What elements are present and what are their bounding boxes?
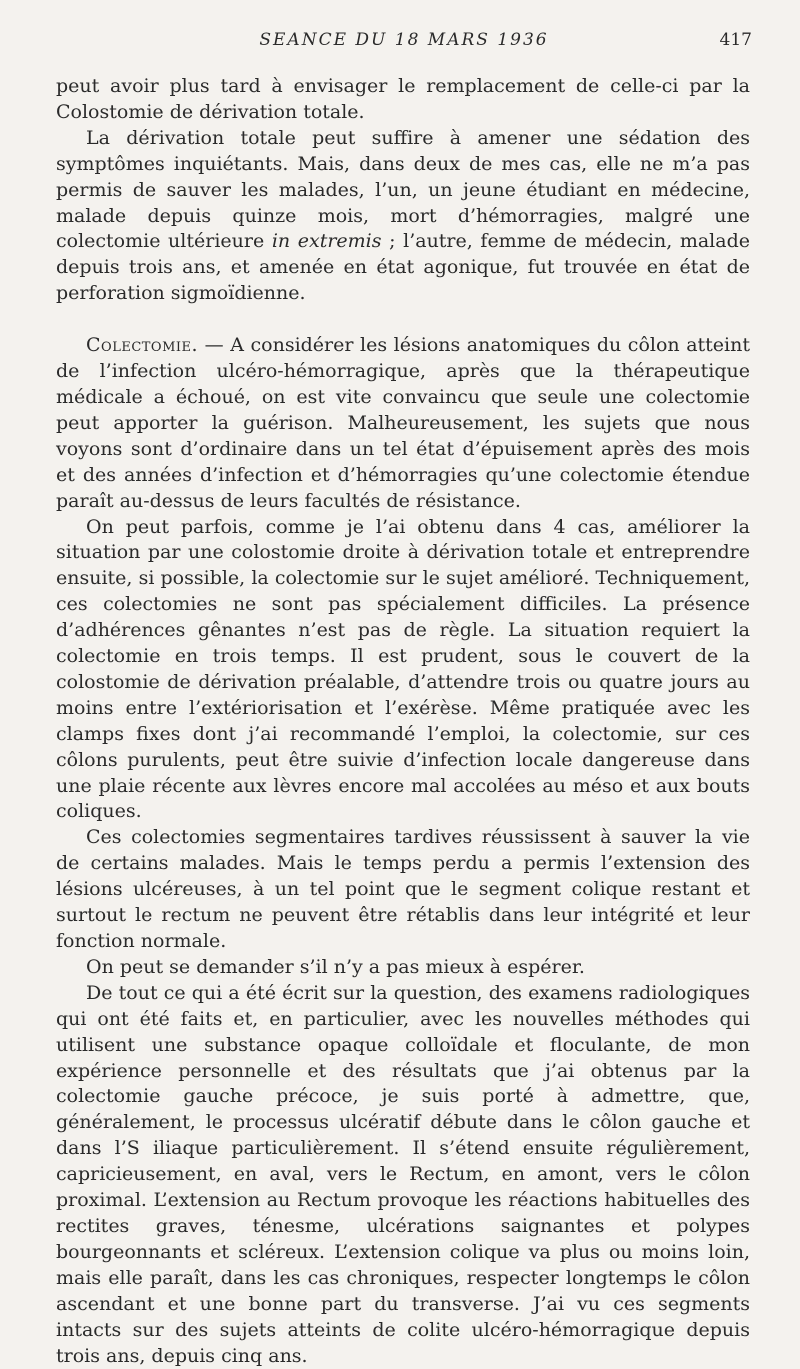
paragraph xyxy=(56,333,750,514)
body-text xyxy=(56,74,750,1369)
paragraph-text: Ces colectomies segmentaires tardives réussissent à sauver la vie de certains malades. Mais le temps perdu a permis l’extension des lésions ulcéreuses, à un tel point que le segment colique restant et surtout le rectum ne peuvent être rétablis dans leur intégrité et leur fonction normale. xyxy=(56,826,750,952)
italic-phrase: in extremis xyxy=(271,230,382,253)
page-number: 417 xyxy=(719,30,752,50)
running-title: SEANCE DU 18 MARS 1936 xyxy=(259,30,549,50)
paragraph xyxy=(56,74,750,126)
paragraph-text: On peut se demander s’il n’y a pas mieux à espérer. xyxy=(86,955,585,978)
paragraph xyxy=(56,825,750,955)
section-heading: Colectomie. xyxy=(86,334,199,357)
paragraph xyxy=(56,981,750,1369)
paragraph xyxy=(56,955,750,981)
section-gap xyxy=(56,307,750,333)
paragraph xyxy=(56,126,750,307)
paragraph-text: La dérivation totale peut suffire à amener une sédation des symptômes inquiétants. Mais, dans deux de mes cas, elle ne m’a pas permis de sauver les malades, l’un, un jeune étudiant en médecine, malade depuis quinze mois, mort d’hémorragies, malgré une colectomie ultérieure xyxy=(56,126,750,253)
paragraph xyxy=(56,515,750,826)
paragraph-text: ; l’autre, femme de médecin, malade depuis trois ans, et amenée en état agonique, fut trouvée en état de perforation sigmoïdienne. xyxy=(56,230,750,305)
paragraph-text: De tout ce qui a été écrit sur la question, des examens radiologiques qui ont été faits et, en particulier, avec les nouvelles méthodes qui utilisent une substance opaque colloïdale et floculante, de mon expérience personnelle et des résultats que j’ai obtenus par la colectomie gauche précoce, je suis porté à admettre, que, généralement, le processus ulcératif débute dans le côlon gauche et dans l’S iliaque particulièrement. Il s’étend ensuite régulièrement, capricieusement, en aval, vers le Rectum, en amont, vers le côlon proximal. L’extension au Rectum provoque les réactions habituelles des rectites graves, ténesme, ulcérations saignantes et polypes bourgeonnants et scléreux. L’extension colique va plus ou moins loin, mais elle paraît, dans les cas chroniques, respecter longtemps le côlon ascendant et une bonne part du transverse. J’ai vu ces segments intacts sur des sujets atteints de colite ulcéro-hémorragique depuis trois ans, depuis cinq ans. xyxy=(56,981,750,1367)
paragraph-text: peut avoir plus tard à envisager le remplacement de celle-ci par la Colostomie de dérivation totale. xyxy=(56,75,750,123)
page-header xyxy=(56,30,752,56)
paragraph-text: — A considérer les lésions anatomiques du côlon atteint de l’infection ulcéro-hémorragique, après que la thérapeutique médicale a échoué, on est vite convaincu que seule une colectomie peut apporter la guérison. Malheureusement, les sujets que nous voyons sont d’ordinaire dans un tel état d’épuisement après des mois et des années d’infection et d’hémorragies qu’une colectomie étendue paraît au-dessus de leurs facultés de résistance. xyxy=(56,334,750,512)
paragraph-text: On peut parfois, comme je l’ai obtenu dans 4 cas, améliorer la situation par une colostomie droite à dérivation totale et entreprendre ensuite, si possible, la colectomie sur le sujet amélioré. Techniquement, ces colectomies ne sont pas spécialement difficiles. La présence d’adhérences gênantes n’est pas de règle. La situation requiert la colectomie en trois temps. Il est prudent, sous le couvert de la colostomie de dérivation préalable, d’attendre trois ou quatre jours au moins entre l’extériorisation et l’exérèse. Même pratiquée avec les clamps fixes dont j’ai recommandé l’emploi, la colectomie, sur ces côlons purulents, peut être suivie d’infection locale dangereuse dans une plaie récente aux lèvres encore mal accolées au méso et aux bouts coliques. xyxy=(56,515,750,823)
